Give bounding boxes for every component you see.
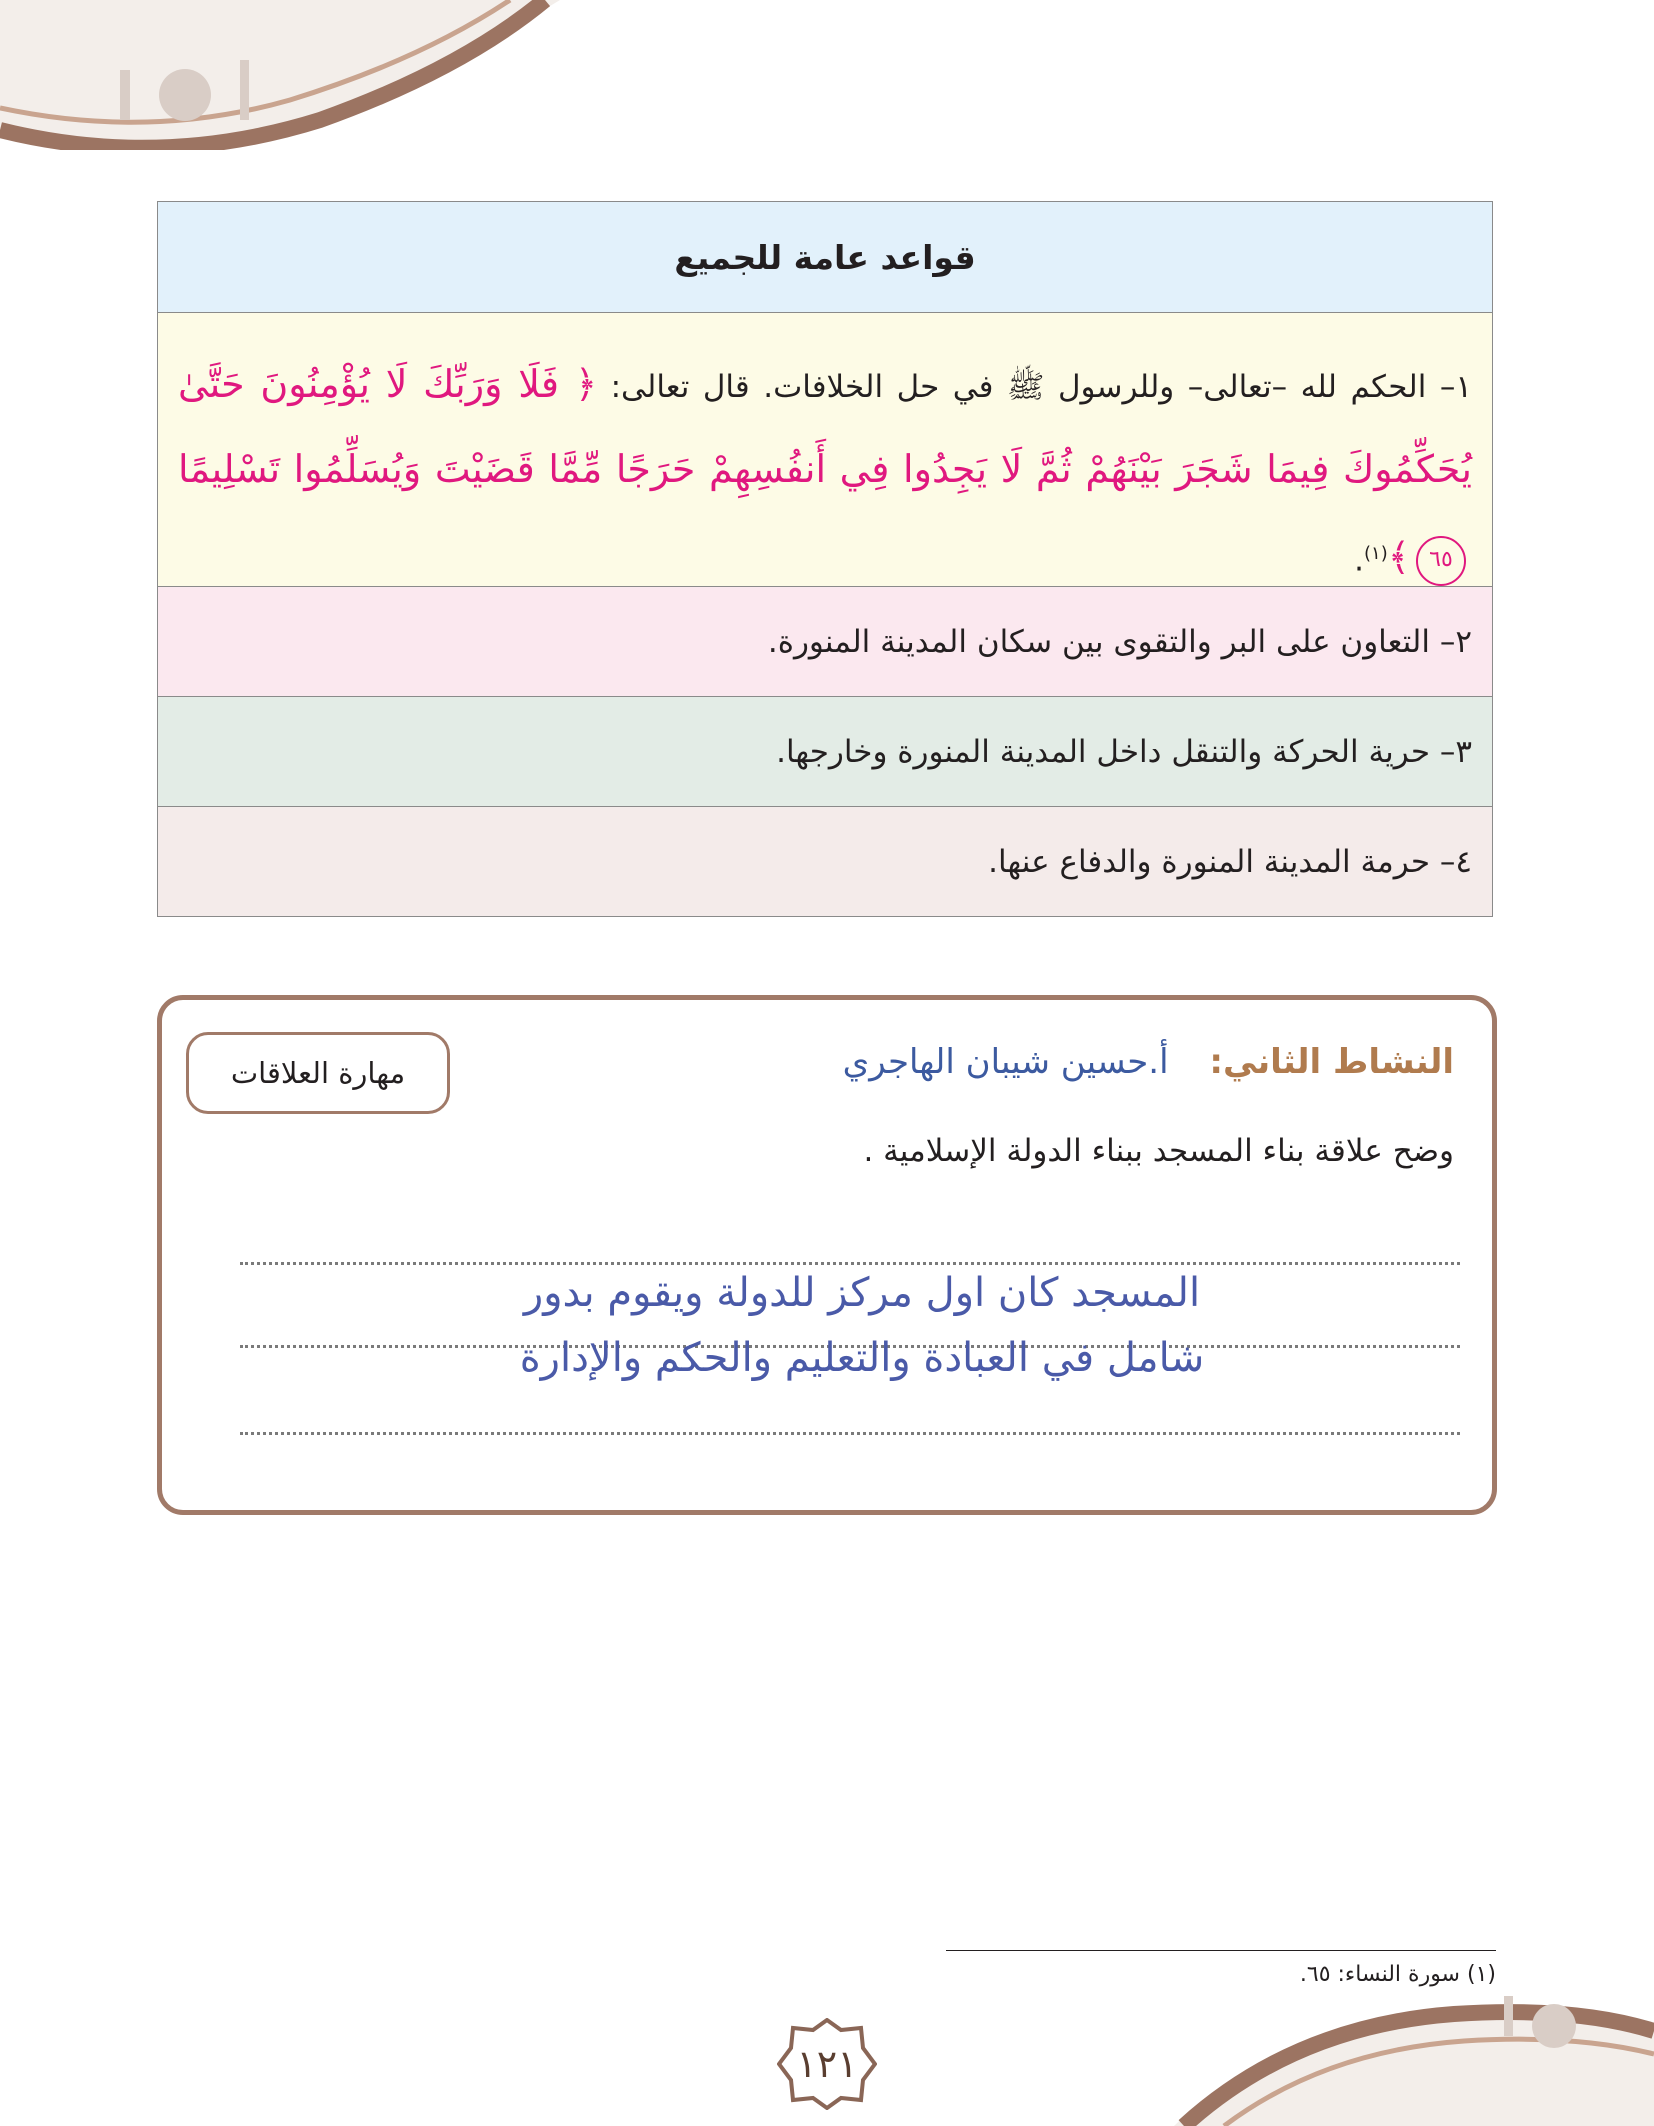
- answer-line-1: [240, 1262, 1460, 1265]
- rule-row-2: [158, 586, 1492, 696]
- quran-verse: ﴿ فَلَا وَرَبِّكَ لَا يُؤْمِنُونَ حَتَّىٰ يُحَكِّمُوكَ فِيمَا شَجَرَ بَيْنَهُمْ ثُمَّ لَا يَجِدُوا فِي أَنفُسِهِمْ حَرَجًا مِّمَّا قَضَيْتَ وَيُسَلِّمُوا تَسْلِيمًا ٦٥﴾: [178, 362, 1472, 579]
- rule-row-4: [158, 806, 1492, 916]
- rule-2-text: ٢– التعاون على البر والتقوى بين سكان المدينة المنورة.: [767, 623, 1472, 660]
- corner-ornament-top: [0, 0, 560, 150]
- rules-table: [157, 201, 1493, 917]
- footnote-divider: [946, 1950, 1496, 1951]
- rules-table-title: قواعد عامة للجميع: [674, 237, 976, 277]
- page-number-badge: [777, 2018, 877, 2110]
- corner-ornament-bottom: [1174, 1996, 1654, 2126]
- rules-table-header: [158, 202, 1492, 312]
- footnote-reference: (١): [1364, 543, 1388, 564]
- rule-row-1: [158, 312, 1492, 586]
- handwritten-answer-line-1: المسجد كان اول مركز للدولة ويقوم بدور: [523, 1270, 1201, 1316]
- ayah-number-marker: ٦٥: [1416, 536, 1466, 586]
- student-name: أ.حسين شيبان الهاجري: [842, 1042, 1169, 1082]
- skill-tag: مهارة العلاقات: [186, 1032, 450, 1114]
- activity-box: [157, 995, 1497, 1515]
- rule-row-3: [158, 696, 1492, 806]
- activity-question: وضح علاقة بناء المسجد ببناء الدولة الإسلامية .: [863, 1133, 1454, 1169]
- activity-heading: [843, 1042, 1454, 1082]
- page-number: ١٢١: [796, 2042, 858, 2086]
- footnote: (١) سورة النساء: ٦٥.: [1299, 1962, 1496, 1987]
- handwritten-answer-line-2: شامل في العبادة والتعليم والحكم والإدارة: [519, 1335, 1205, 1381]
- rule-1-text: ١– الحكم لله –تعالى– وللرسول ﷺ في حل الخلافات. قال تعالى: ﴿ فَلَا وَرَبِّكَ لَا يُؤْمِنُونَ حَتَّىٰ يُحَكِّمُوكَ فِيمَا شَجَرَ بَيْنَهُمْ ثُمَّ لَا يَجِدُوا فِي أَنفُسِهِمْ حَرَجًا مِّمَّا قَضَيْتَ وَيُسَلِّمُوا تَسْلِيمًا ٦٥﴾$^{(١)}$.: [178, 343, 1472, 601]
- rule-3-text: ٣– حرية الحركة والتنقل داخل المدينة المنورة وخارجها.: [776, 733, 1472, 770]
- answer-line-3: [240, 1432, 1460, 1435]
- rule-4-text: ٤– حرمة المدينة المنورة والدفاع عنها.: [988, 843, 1472, 880]
- activity-label: النشاط الثاني:: [1209, 1042, 1454, 1082]
